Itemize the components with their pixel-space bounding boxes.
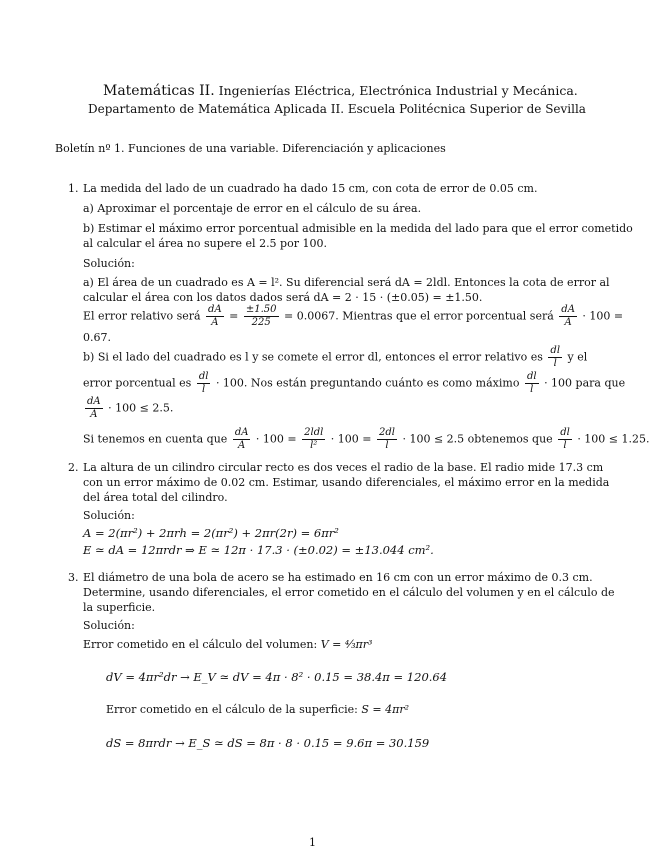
times-100: · 100 = xyxy=(582,309,624,323)
problem-3-line-3: la superficie. xyxy=(83,601,156,614)
consider-text: Si tenemos en cuenta que xyxy=(83,432,228,446)
problem-1-solution-line-2: calcular el área con los datos dados será dA = 2 · 15 · (±0.05) = ±1.50. xyxy=(83,291,483,304)
problem-1-result-067: 0.67. xyxy=(83,331,111,344)
problem-1-part-b-solution-line-2 xyxy=(83,372,625,395)
problem-2-line-2: con un error máximo de 0.02 cm. Estimar, usando diferenciales, el máximo error en la medida xyxy=(83,476,610,489)
course-title: Matemáticas II. xyxy=(103,83,215,99)
fraction-dl-over-l-4: $\frac{dl}{l}$ xyxy=(560,427,570,451)
problem-3-line-2: Determine, usando diferenciales, el error cometido en el cálculo del volumen y en el cálculo de xyxy=(83,586,615,599)
part-b-text-end: y el xyxy=(567,350,588,364)
problem-1-statement: La medida del lado de un cuadrado ha dado 15 cm, con cota de error de 0.05 cm. xyxy=(83,182,538,195)
header-line-2: Departamento de Matemática Aplicada II. Escuela Politécnica Superior de Sevilla xyxy=(88,102,586,116)
problem-3-solution-label: Solución: xyxy=(83,619,135,632)
fraction-2ldl-over-l2: $\frac{\text{2ldl}}{\text{l²}}$ xyxy=(304,427,324,451)
problem-2-equation-1: A = 2(πr²) + 2πrh = 2(πr²) + 2πr(2r) = 6πr² xyxy=(83,526,339,540)
fraction-dl-over-l-3: $\frac{dl}{l}$ xyxy=(526,371,537,395)
volume-label: Error cometido en el cálculo del volumen: xyxy=(83,638,318,651)
problem-3-volume-line xyxy=(83,638,372,651)
percent-error-label: error porcentual es xyxy=(83,376,192,390)
fraction-dl-over-l: $\frac{dl}{l}$ xyxy=(550,345,561,369)
fraction-dA-over-A-3: $\frac{dA}{A}$ xyxy=(87,396,101,420)
problem-2-equation-2: E ≃ dA = 12πrdr ⇒ E ≃ 12π · 17.3 · (±0.02) = ±13.044 cm². xyxy=(83,543,434,557)
problem-3-surface-equation: dS = 8πrdr → E_S ≃ dS = 8π · 8 · 0.15 = 9.6π = 30.159 xyxy=(106,736,430,750)
volume-formula: V = ⁴⁄₃πr³ xyxy=(320,638,373,651)
fraction-2dl-over-l: $\frac{2dl}{l}$ xyxy=(379,427,395,451)
problem-1-relative-error-line: El error relativo será $\frac{dA}{A}$ = $\frac{\pm 1.50}{225}$ = 0.0067. Mientras que el error porcentual será $\frac{dA}{A}$ · 100 = xyxy=(83,304,624,328)
problem-1-part-a: a) Aproximar el porcentaje de error en el cálculo de su área. xyxy=(83,202,422,215)
problem-1-number: 1. xyxy=(68,182,79,195)
problem-1-solution-label: Solución: xyxy=(83,257,135,270)
bulletin-title: Boletín nº 1. Funciones de una variable. Diferenciación y aplicaciones xyxy=(55,142,446,155)
header-line-1 xyxy=(103,83,578,99)
inequality-2-5: · 100 ≤ 2.5. xyxy=(108,401,174,415)
problem-1-part-b-line-1: b) Estimar el máximo error porcentual admisible en la medida del lado para que el error cometido xyxy=(83,222,633,235)
problem-1-part-b-line-2: al calcular el área no supere el 2.5 por 100. xyxy=(83,237,327,250)
relative-error-text: El error relativo será xyxy=(83,309,201,323)
problem-1-part-b-solution-line-4: Si tenemos en cuenta que $\frac{dA}{A}$ · 100 = $\frac{\text{2ldl}}{\text{l²}}$ · 100 = $\frac{2dl}{l}$ · 100 ≤ 2.5 obtenemos que $\frac{dl}{l}$ · 100 ≤ 1.25. xyxy=(83,427,650,451)
percent-error-text: = 0.0067. Mientras que el error porcentual será xyxy=(284,309,554,323)
problem-2-solution-label: Solución: xyxy=(83,509,135,522)
fraction-1-50-over-225: $\frac{\pm 1.50}{225}$ xyxy=(245,304,277,328)
problem-2-number: 2. xyxy=(68,461,79,474)
inequality-1-25: · 100 ≤ 1.25. xyxy=(577,432,650,446)
problem-2-line-3: del área total del cilindro. xyxy=(83,491,228,504)
problem-1-part-b-solution-line-1 xyxy=(83,346,587,369)
problem-3-line-1: El diámetro de una bola de acero se ha estimado en 16 cm con un error máximo de 0.3 cm. xyxy=(83,571,593,584)
degrees: Ingenierías Eléctrica, Electrónica Industrial y Mecánica. xyxy=(218,83,578,98)
question-text: · 100. Nos están preguntando cuánto es como máximo xyxy=(215,376,520,390)
problem-1-part-b-solution-line-3 xyxy=(83,397,173,420)
part-b-text: b) Si el lado del cuadrado es l y se comete el error dl, entonces el error relativo es xyxy=(83,350,543,364)
problem-2-line-1: La altura de un cilindro circular recto es dos veces el radio de la base. El radio mide 17.3 cm xyxy=(83,461,604,474)
problem-3-number: 3. xyxy=(68,571,79,584)
page-number: 1 xyxy=(309,836,316,849)
surface-formula: S = 4πr² xyxy=(361,703,410,716)
fraction-dA-over-A-2: $\frac{dA}{A}$ xyxy=(561,304,575,328)
question-end: · 100 para que xyxy=(544,376,626,390)
problem-3-volume-equation: dV = 4πr²dr → E_V ≃ dV = 4π · 8² · 0.15 = 38.4π = 120.64 xyxy=(106,670,448,684)
surface-label: Error cometido en el cálculo de la superficie: xyxy=(106,703,358,716)
fraction-dA-over-A: $\frac{dA}{A}$ xyxy=(208,304,222,328)
problem-1-solution-line-1: a) El área de un cuadrado es A = l². Su diferencial será dA = 2ldl. Entonces la cota de error al xyxy=(83,276,610,289)
fraction-dA-over-A-4: $\frac{dA}{A}$ xyxy=(234,427,249,451)
fraction-dl-over-l-2: $\frac{dl}{l}$ xyxy=(198,371,209,395)
problem-3-surface-line xyxy=(106,703,409,716)
obtain-text: · 100 ≤ 2.5 obtenemos que xyxy=(402,432,553,446)
